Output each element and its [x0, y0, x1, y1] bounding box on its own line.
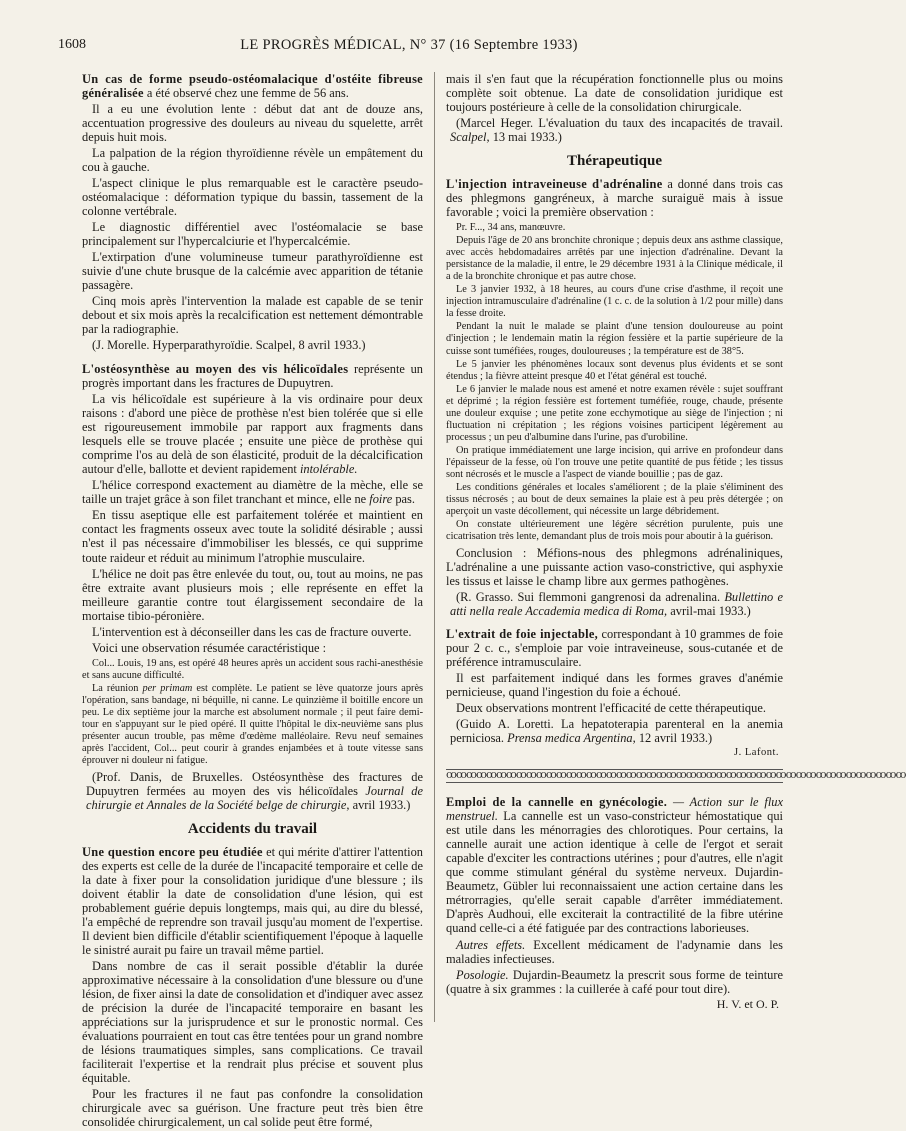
- section-title: Accidents du travail: [187, 821, 318, 838]
- column-divider: [434, 72, 435, 1022]
- observation-paragraph: Col... Louis, 19 ans, est opéré 48 heures après un accident sous rachi-anesthésie et sans aucune difficulté.: [82, 657, 423, 681]
- paragraph: L'extirpation d'une volumineuse tumeur parathyroïdienne est suivie d'une chute brusque de la calcémie avec apparition de tétanie passagère.: [82, 250, 423, 293]
- paragraph: L'intervention est à déconseiller dans les cas de fracture ouverte.: [92, 624, 412, 639]
- article-extrait-foie: L'extrait de foie injectable, correspondant à 10 grammes de foie pour 2 c. c., s'emploie par voie intraveineuse, sous-cutanée et de préférence intramusculaire.: [446, 627, 783, 670]
- paragraph: Posologie. Dujardin-Beaumetz la prescrit sous forme de teinture (quatre à six grammes : la cuillerée à café pour tout dire).: [446, 967, 783, 996]
- paragraph: Cinq mois après l'intervention la malade est capable de se tenir debout et six mois après la recalcification est nettement démontrable par la radiographie.: [82, 294, 423, 337]
- paragraph: La palpation de la région thyroïdienne révèle un empâtement du cou à gauche.: [82, 146, 423, 175]
- observation-paragraph: On pratique immédiatement une large incision, qui arrive en profondeur dans l'épaisseur de la fesse, où l'on trouve une petite quantité de pus fétide ; les tissus sont nécrosés et le muscle a l'aspect de viande bouillie ; pas de gaz.: [446, 444, 783, 480]
- paragraph: Il a eu une évolution lente : début dat ant de douze ans, accentuation progressive des douleurs au niveau du squelette, arrêt depuis huit mois.: [82, 102, 423, 145]
- observation-paragraph: Les conditions générales et locales s'améliorent ; de la plaie s'éliminent des tissus nécrosés ; au bout de deux semaines la plaie est à peu près détergée ; on aperçoit un vaste décollement, qui nécessite un large débridement.: [446, 482, 783, 518]
- citation: (J. Morelle. Hyperparathyroïdie. Scalpel, 8 avril 1933.): [92, 338, 366, 353]
- observation-paragraph: Le 6 janvier le malade nous est amené et notre examen révèle : sujet souffrant et déprimé ; la région fessière est fortement tuméfiée, rouge, chaude, présente une douleur exquise ; une petite zone ecchymotique au siège de l'injection ; ni fluctuation ni crépitation ; les régions voisines participent légèrement au processus ; un peu d'albumine dans l'urine, pas d'urobiline.: [446, 383, 783, 443]
- paragraph: En tissu aseptique elle est parfaitement tolérée et maintient en contact les fragments osseux avec toute la solidité désirable ; aussi n'est il pas nécessaire d'immobiliser les blessés, ce qui supprime toute raideur et réduit au minimum l'atrophie musculaire.: [82, 508, 423, 565]
- article-title: Une question encore peu étudiée: [82, 845, 263, 860]
- ornamental-divider: ꝏꝏꝏꝏꝏꝏꝏꝏꝏꝏꝏꝏꝏꝏꝏꝏꝏꝏꝏꝏꝏꝏꝏꝏꝏꝏꝏꝏꝏꝏꝏꝏꝏꝏꝏꝏꝏꝏꝏꝏꝏꝏꝏꝏꝏꝏ: [446, 769, 906, 782]
- citation: (R. Grasso. Sui flemmoni gangrenosi da adrenalina. Bullettino e atti nella reale Accademia medica di Roma, avril-mai 1933.): [450, 590, 783, 619]
- left-column: [82, 72, 423, 1131]
- running-head: LE PROGRÈS MÉDICAL, N° 37 (16 Septembre 1933): [240, 37, 578, 53]
- paragraph: L'hélice correspond exactement au diamètre de la mèche, elle se taille un trajet grâce à son filet tranchant et mince, elle ne foire pas.: [82, 478, 423, 507]
- author-signature: J. Lafont.: [734, 747, 779, 759]
- article-title: L'extrait de foie injectable,: [446, 627, 599, 642]
- paragraph: Autres effets. Excellent médicament de l'adynamie dans les maladies infectieuses.: [446, 937, 783, 966]
- paragraph: Voici une observation résumée caractéristique :: [92, 640, 327, 655]
- observation-block: [82, 658, 423, 767]
- paragraph: Il est parfaitement indiqué dans les formes graves d'anémie pernicieuse, quand l'ingestion du foie a échoué.: [446, 671, 783, 700]
- observation-block: [446, 222, 783, 543]
- page-header: [58, 37, 760, 55]
- paragraph: mais il s'en faut que la récupération fonctionnelle plus ou moins complète soit obtenue. La date de consolidation juridique est toujours postérieure à celle de la consolidation chirurgicale.: [446, 72, 783, 115]
- article-title: L'injection intraveineuse d'adrénaline: [446, 177, 663, 192]
- observation-paragraph: Le 5 janvier les phénomènes locaux sont devenus plus évidents et se sont étendus ; la fièvre atteint presque 40 et l'état général est touché.: [446, 358, 783, 382]
- paragraph: Dans nombre de cas il serait possible d'établir la durée approximative nécessaire à la consolidation d'une blessure ou d'une lésion, de fixer ainsi la date de consolidation et d'indiquer avec assez de précision la durée de l'incapacité temporaire en basant les appréciations sur la jurisprudence et sur le pronostic normal. Ces évaluations pourraient en tout cas être tentées pour un grand nombre de lésions traumatiques simples, sans complications. Ce travail faciliterait l'expertise et la rendrait plus précise et souvent plus équitable.: [82, 959, 423, 1086]
- observation-paragraph: On constate ultérieurement une légère sécrétion purulente, puis une cicatrisation très lente, demandant plus de trois mois pour aboutir à la guérison.: [446, 519, 783, 543]
- right-column: [446, 72, 906, 1011]
- author-signature: H. V. et O. P.: [716, 996, 779, 1011]
- article-adrenaline: L'injection intraveineuse d'adrénaline a donné dans trois cas des phlegmons gangréneux, à marche suraiguë mais à issue favorable ; voici la première observation :: [446, 177, 784, 220]
- paragraph: Pour les fractures il ne faut pas confondre la consolidation chirurgicale avec sa guérison. Une fracture peut très bien être consolidée chirurgicalement, un cal solide peut être formé,: [82, 1087, 423, 1130]
- paragraph: Deux observations montrent l'efficacité de cette thérapeutique.: [456, 701, 766, 716]
- paragraph: Le diagnostic différentiel avec l'ostéomalacie se base principalement sur l'hypercalciurie et l'hypercalcémie.: [82, 220, 423, 249]
- citation: (Guido A. Loretti. La hepatoterapia parenteral en la anemia perniciosa. Prensa medica Argentina, 12 avril 1933.): [450, 717, 783, 746]
- citation: (Marcel Heger. L'évaluation du taux des incapacités de travail. Scalpel, 13 mai 1933.): [450, 116, 783, 145]
- article-title: L'ostéosynthèse au moyen des vis hélicoïdales: [82, 362, 349, 377]
- section-title: Thérapeutique: [566, 153, 662, 170]
- paragraph: La vis hélicoïdale est supérieure à la vis ordinaire pour deux raisons : d'abord une pièce de prothèse n'est bien tolérée que si elle est rigoureusement immobile par rapport aux fragments dans lesquels elle se trouve placée ; ensuite une pièce de prothèse qui comprime l'os au delà de son élasticité, produit de la décalcification autour d'elle, ballotte et devient rapidement intolérable.: [82, 392, 423, 477]
- observation-paragraph: Le 3 janvier 1932, à 18 heures, au cours d'une crise d'asthme, il reçoit une injection intramusculaire d'adrénaline (1 c. c. de la solution à 1/2 pour mille) dans la fesse droite.: [446, 284, 783, 320]
- paragraph: L'aspect clinique le plus remarquable est le caractère pseudo-ostéomalacique : déformation typique du bassin, tassement de la colonne vertébrale.: [82, 176, 423, 219]
- article-incapacite: Une question encore peu étudiée et qui mérite d'attirer l'attention des experts est celle de la durée de l'incapacité temporaire et celle de la date à fixer pour la consolidation juridique d'une blessure ; ils doivent établir la date de consolidation d'une lésion, qui est probablement guérie depuis longtemps, mais qui, au dire du blessé, l'a empêché de reprendre son travail jusqu'au moment de l'expertise. Il devient bien difficile d'établir scientifiquement l'époque à laquelle le sinistré aurait pu faire un travail même partiel.: [82, 845, 423, 958]
- citation: (Prof. Danis, de Bruxelles. Ostéosynthèse des fractures de Dupuytren fermées au moyen des vis hélicoïdales Journal de chirurgie et Annales de la Société belge de chirurgie, avril 1933.): [86, 770, 423, 813]
- observation-paragraph: Depuis l'âge de 20 ans bronchite chronique ; depuis deux ans asthme classique, avec accès hebdomadaires arrêtés par une injection d'adrénaline. Devant la persistance de la maladie, il entre, le 29 décembre 1931 à la Clinique médicale, il a de la bronchite chronique et pas autre chose.: [446, 235, 783, 283]
- observation-paragraph: Pendant la nuit le malade se plaint d'une tension douloureuse au point d'injection ; le lendemain matin la région fessière et la partie supérieure de la cuisse sont tuméfiées, rouges, douloureuses ; la température est de 38°5.: [446, 321, 783, 357]
- article-title: Un cas de forme pseudo-ostéomalacique d'ostéite fibreuse généralisée: [82, 72, 423, 101]
- observation-paragraph: La réunion per primam est complète. Le patient se lève quatorze jours après l'opération, sans bandage, ni béquille, ni canne. Le quinzième il boitille encore un peu. Le dix septième jour la marche est absolument normale ; il peut faire demi-tour en s'appuyant sur le pied opéré. Il quitte l'hôpital le dix-neuvième sans plus présenter aucun trouble, pas même d'œdème malléolaire. Revu neuf semaines après l'accident, Col... peut courir à grandes enjambées et à toute vitesse sans éprouver ni douleur ni fatigue.: [82, 682, 424, 766]
- paragraph: L'hélice ne doit pas être enlevée du tout, ou, tout au moins, ne pas être extraite avant plusieurs mois ; elle représente en effet la meilleure garantie contre tout élargissement secondaire de la mortaise tibio-péronière.: [82, 566, 423, 623]
- article-osteosynthese: L'ostéosynthèse au moyen des vis hélicoïdales représente un progrès important dans les fractures de Dupuytren.: [82, 362, 423, 391]
- page-number: 1608: [58, 37, 86, 52]
- article-cannelle: Emploi de la cannelle en gynécologie. — Action sur le flux menstruel. La cannelle est un vaso-constricteur hémostatique qui est utile dans les ménorragies des chlorotiques. Pour certains, la cannelle aurait une action identique à celle de l'ergot et serait capable d'exciter les contractions utérines ; pour d'autres, elle n'agit que comme stimulant général du système nerveux. Dujardin-Beaumetz, Gübler lui reconnaissaient une action certaine dans les métrorragies, qu'elle serait capable d'arrêter immédiatement. D'après Audhoui, elle exciterait la contractilité de la fibre utérine quand celle-ci a été fatiguée par des contractions laborieuses.: [446, 795, 783, 936]
- article-osteite: Un cas de forme pseudo-ostéomalacique d'ostéite fibreuse généralisée a été observé chez une femme de 56 ans.: [82, 72, 423, 101]
- article-title: Emploi de la cannelle en gynécologie.: [446, 795, 668, 810]
- paragraph: Conclusion : Méfions-nous des phlegmons adrénaliniques, L'adrénaline a une puissante action vaso-constrictive, qui asphyxie les tissus et laisse le champ libre aux germes pathogènes.: [446, 546, 783, 589]
- observation-paragraph: Pr. F..., 34 ans, manœuvre.: [456, 222, 566, 234]
